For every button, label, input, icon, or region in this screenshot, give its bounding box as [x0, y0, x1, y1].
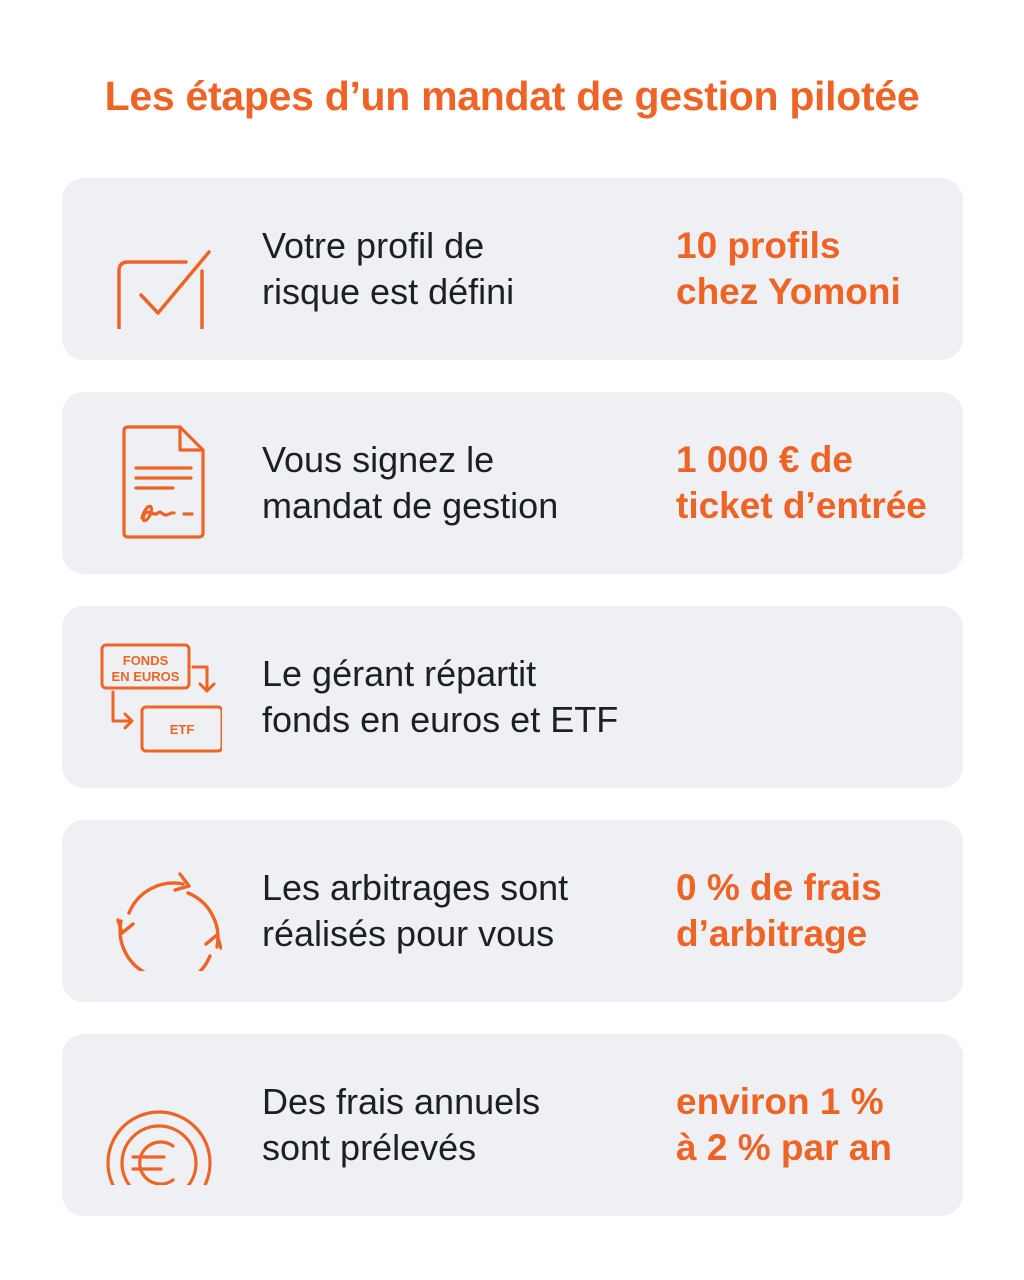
step-highlight [676, 223, 956, 315]
step-description [262, 437, 642, 529]
step-card-arbitrage [62, 820, 963, 1002]
step-highlight [676, 1079, 956, 1171]
fund-allocation-icon [98, 637, 222, 757]
step-card-sign-mandate [62, 392, 963, 574]
step-card-annual-fees [62, 1034, 963, 1216]
step-value-line: environ 1 % [676, 1081, 884, 1122]
step-value-line: chez Yomoni [676, 271, 901, 312]
signed-document-icon [98, 423, 222, 543]
step-text-line: Les arbitrages sont [262, 867, 569, 908]
step-value-line: à 2 % par an [676, 1127, 892, 1168]
step-text-line: réalisés pour vous [262, 913, 555, 954]
etf-label: ETF [169, 722, 195, 737]
step-highlight [676, 437, 956, 529]
step-description [262, 865, 642, 957]
step-description [262, 1079, 642, 1171]
step-description [262, 651, 642, 743]
en-euros-label: EN EUROS [111, 669, 180, 684]
step-text-line: fonds en euros et ETF [262, 699, 619, 740]
step-value-line: 1 000 € de [676, 439, 853, 480]
page-title: Les étapes d’un mandat de gestion pilotée [104, 73, 920, 119]
step-text-line: Vous signez le [262, 439, 495, 480]
step-card-allocation [62, 606, 963, 788]
step-description [262, 223, 642, 315]
step-text-line: mandat de gestion [262, 485, 559, 526]
step-text-line: Votre profil de [262, 225, 485, 266]
step-value-line: 10 profils [676, 225, 841, 266]
checkbox-icon [98, 209, 222, 329]
step-text-line: Le gérant répartit [262, 653, 537, 694]
step-value-line: d’arbitrage [676, 913, 868, 954]
step-text-line: sont prélevés [262, 1127, 477, 1168]
step-highlight [676, 865, 956, 957]
step-value-line: 0 % de frais [676, 867, 882, 908]
euro-coin-icon [98, 1065, 222, 1185]
step-text-line: Des frais annuels [262, 1081, 541, 1122]
cycle-arrows-icon [98, 851, 222, 971]
step-value-line: ticket d’entrée [676, 485, 927, 526]
step-text-line: risque est défini [262, 271, 515, 312]
step-card-risk-profile [62, 178, 963, 360]
fonds-label: FONDS [122, 653, 169, 668]
